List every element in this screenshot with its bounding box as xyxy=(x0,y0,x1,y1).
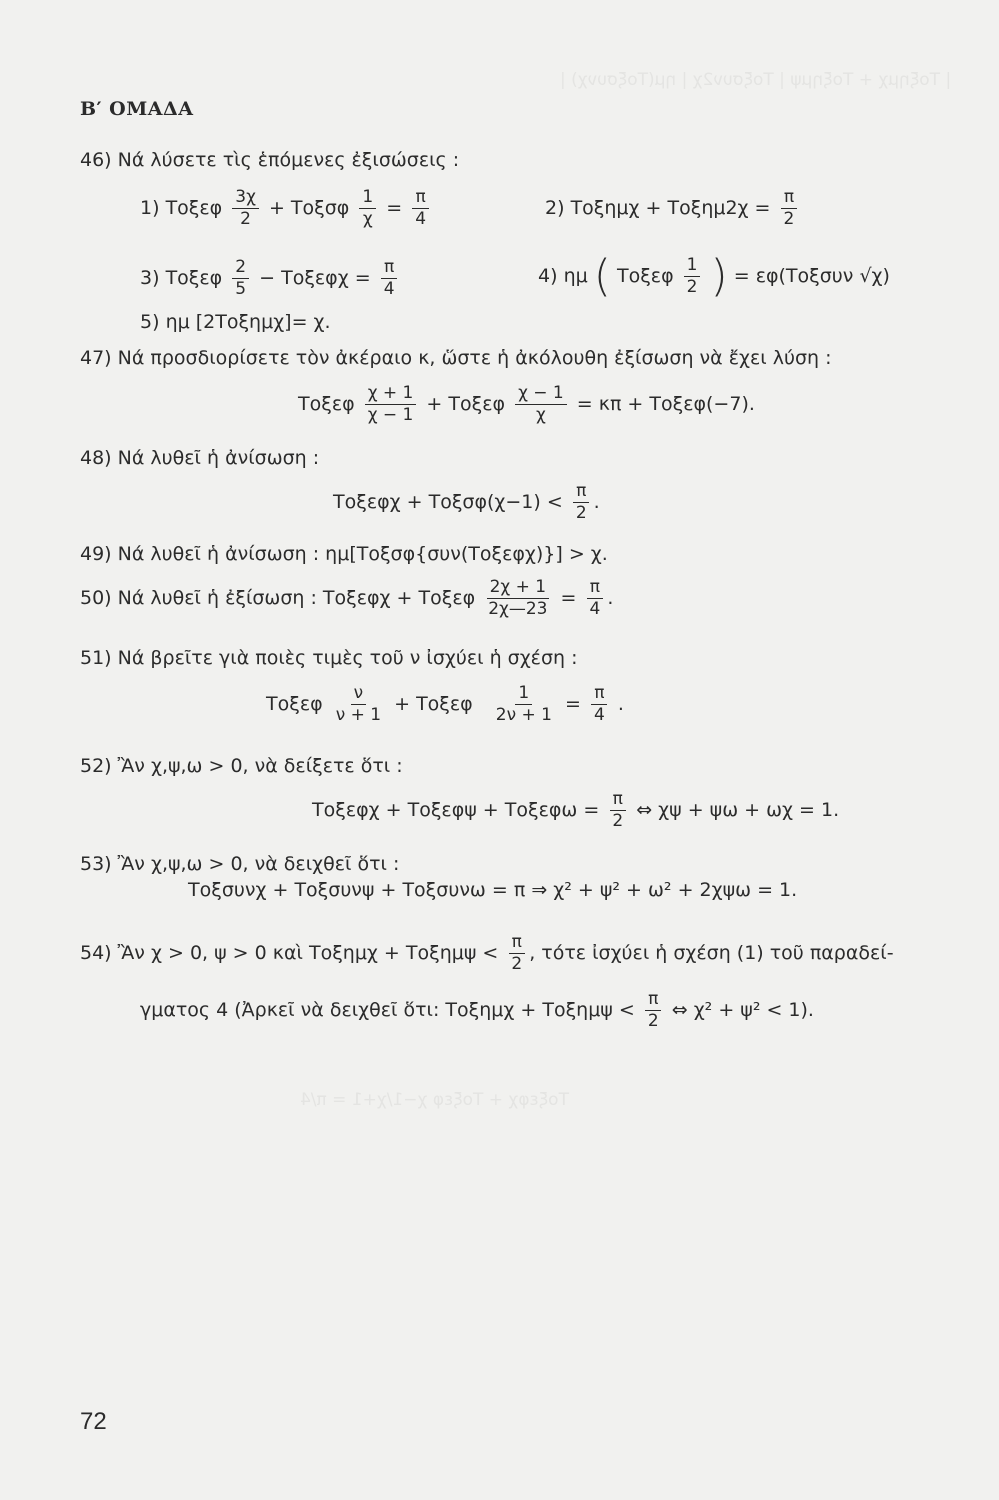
exercise-text: Νά λυθεῖ ἡ ἐξίσωση : Τοξεφχ + Τοξεφ xyxy=(117,587,476,609)
equation-51 xyxy=(266,684,624,725)
exercise-number: 48) xyxy=(80,447,112,469)
equation-46-4 xyxy=(538,250,890,302)
equation-53: Τοξσυνχ + Τοξσυνψ + Τοξσυνω = π ⇒ χ² + ψ² + ω² + 2χψω = 1. xyxy=(188,879,798,901)
equation-46-1 xyxy=(140,188,433,229)
fraction: $\frac{\pi}{4}$ xyxy=(587,578,604,619)
fraction: $\frac{\pi}{2}$ xyxy=(781,188,798,229)
exercise-number: 51) xyxy=(80,647,112,669)
equation-47 xyxy=(298,384,755,425)
math-text: ημ [2Τοξημχ]= χ. xyxy=(165,311,331,333)
exercise-52-intro xyxy=(80,754,403,778)
exercise-54-line1 xyxy=(80,933,894,974)
equation-52 xyxy=(312,790,839,831)
math-text: . xyxy=(593,491,600,513)
exercise-number: 47) xyxy=(80,347,112,369)
fraction: $\frac{\chi + 1}{\chi - 1}$ xyxy=(365,384,417,425)
exercise-49 xyxy=(80,542,608,566)
fraction: $\frac{\pi}{4}$ xyxy=(412,188,429,229)
exercise-text: Νά προσδιορίσετε τὸν ἀκέραιο κ, ὥστε ἡ ἀκόλουθη ἐξίσωση νὰ ἔχει λύση : xyxy=(117,347,832,369)
fraction: $\frac{\pi}{2}$ xyxy=(573,482,590,523)
exercise-text: Νά λυθεῖ ἡ ἀνίσωση : ημ[Τοξσφ{συν(Τοξεφχ)}] > χ. xyxy=(117,543,608,565)
bleed-through-text: | Τοξημχ + Τοξημψ | Τοξσυν2χ | ημ(Τοξσυνχ) | xyxy=(560,70,952,90)
math-text: Τοξημχ + Τοξημ2χ = xyxy=(570,197,771,219)
math-text: Τοξεφ xyxy=(165,197,223,219)
exercise-text: Νά λυθεῖ ἡ ἀνίσωση : xyxy=(117,447,320,469)
exercise-53-intro xyxy=(80,852,399,876)
math-text: = xyxy=(386,197,403,219)
math-text: ⇔ χψ + ψω + ωχ = 1. xyxy=(636,799,840,821)
math-text: Τοξεφ xyxy=(165,267,223,289)
math-text: . xyxy=(607,587,614,609)
math-text: ⇔ χ² + ψ² < 1). xyxy=(671,999,814,1021)
math-text: Ἂν χ > 0, ψ > 0 καὶ Τοξημχ + Τοξημψ < xyxy=(117,942,499,964)
fraction: $\frac{1}{2\nu + 1}$ xyxy=(495,683,552,725)
math-text: Τοξεφ xyxy=(266,693,323,715)
exercise-48-intro xyxy=(80,446,319,470)
right-paren: ) xyxy=(710,250,728,302)
math-text: γματος 4 (Ἀρκεῖ νὰ δειχθεῖ ὅτι: Τοξημχ + Τοξημψ < xyxy=(140,999,635,1021)
exercise-number: 53) xyxy=(80,853,112,875)
inequality-48 xyxy=(333,482,600,523)
exercise-54-line2 xyxy=(140,990,814,1031)
equation-46-2 xyxy=(545,188,801,229)
fraction: $\frac{\pi}{4}$ xyxy=(381,258,398,299)
math-text: = xyxy=(560,587,577,609)
bleed-through-text: Τοξεφχ + Τοξεφ χ−1/χ+1 = π/4 xyxy=(300,1090,569,1110)
math-text: Τοξεφχ + Τοξεφψ + Τοξεφω = xyxy=(312,799,600,821)
exercise-number: 49) xyxy=(80,543,112,565)
fraction: $\frac{\chi - 1}{\chi}$ xyxy=(515,384,567,425)
math-text: Τοξεφχ + Τοξσφ(χ−1) < xyxy=(333,491,563,513)
fraction: $\frac{\pi}{2}$ xyxy=(508,933,525,974)
exercise-47-intro xyxy=(80,346,831,370)
fraction: $\frac{1}{2}$ xyxy=(684,256,701,297)
exercise-51-intro xyxy=(80,646,577,670)
math-text: = xyxy=(564,693,581,715)
exercise-number: 50) xyxy=(80,587,112,609)
item-number: 1) xyxy=(140,197,160,219)
math-text: . xyxy=(617,693,624,715)
equation-46-3 xyxy=(140,258,402,299)
fraction: $\frac{2}{5}$ xyxy=(232,258,249,299)
math-text: = κπ + Τοξεφ(−7). xyxy=(576,393,755,415)
fraction: $\frac{1}{\chi}$ xyxy=(359,188,376,229)
item-number: 3) xyxy=(140,267,160,289)
item-number: 5) xyxy=(140,311,160,333)
math-text: ημ xyxy=(563,265,588,287)
exercise-number: 54) xyxy=(80,942,112,964)
exercise-text: Ἂν χ,ψ,ω > 0, νὰ δείξετε ὅτι : xyxy=(117,755,403,777)
exercise-46-intro xyxy=(80,148,459,172)
item-number: 2) xyxy=(545,197,565,219)
fraction: $\frac{3\chi}{2}$ xyxy=(232,188,259,229)
left-paren: ( xyxy=(593,250,611,302)
math-text: Τοξεφ xyxy=(298,393,355,415)
math-text: + Τοξσφ xyxy=(268,197,350,219)
math-text: = εφ(Τοξσυν √χ) xyxy=(733,265,890,287)
fraction: $\frac{\pi}{2}$ xyxy=(645,990,662,1031)
equation-46-5 xyxy=(140,310,331,334)
fraction: $\frac{\pi}{4}$ xyxy=(591,684,608,725)
math-text: + Τοξεφ xyxy=(426,393,506,415)
section-heading: Β′ ΟΜΑΔΑ xyxy=(80,98,194,120)
fraction: $\frac{2\chi + 1}{2\chi—23}$ xyxy=(488,577,548,619)
exercise-number: 52) xyxy=(80,755,112,777)
fraction: $\frac{\nu}{\nu + 1}$ xyxy=(335,683,382,725)
math-text: − Τοξεφχ = xyxy=(259,267,371,289)
exercise-text: Νά λύσετε τὶς ἑπόμενες ἐξισώσεις : xyxy=(117,149,460,171)
math-text: + Τοξεφ xyxy=(394,693,473,715)
math-text: , τότε ἰσχύει ἡ σχέση (1) τοῦ παραδεί- xyxy=(529,942,894,964)
exercise-number: 46) xyxy=(80,149,112,171)
exercise-50 xyxy=(80,578,613,619)
exercise-text: Νά βρεῖτε γιὰ ποιὲς τιμὲς τοῦ ν ἰσχύει ἡ σχέση : xyxy=(117,647,578,669)
math-text: Τοξεφ xyxy=(616,265,674,287)
item-number: 4) xyxy=(538,265,558,287)
exercise-text: Ἂν χ,ψ,ω > 0, νὰ δειχθεῖ ὅτι : xyxy=(117,853,400,875)
fraction: $\frac{\pi}{2}$ xyxy=(609,790,626,831)
page-number: 72 xyxy=(80,1408,107,1435)
